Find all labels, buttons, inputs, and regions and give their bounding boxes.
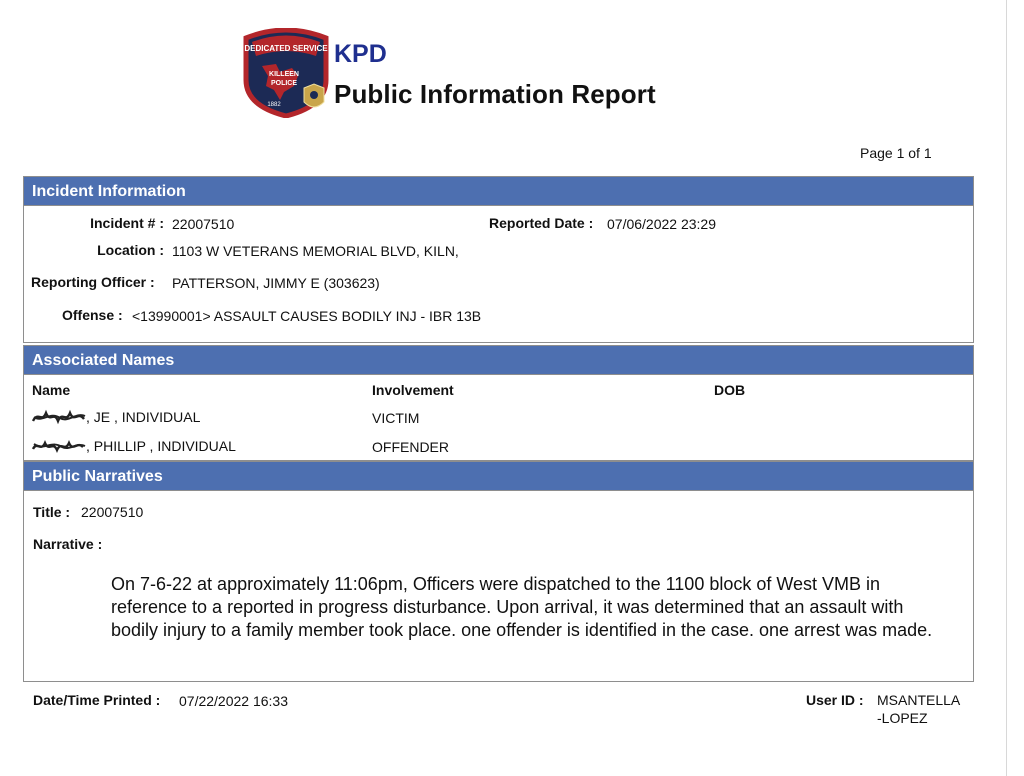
redaction-scribble-icon	[32, 409, 86, 425]
reporting-officer-label: Reporting Officer :	[31, 274, 155, 290]
narrative-text: On 7-6-22 at approximately 11:06pm, Officers were dispatched to the 1100 block of West VMB in reference to a reported in progress disturbance. Upon arrival, it was determined that an assault with bodily injury to a family member took place. one offender is identified in the case. one arrest was made.	[111, 574, 933, 640]
user-id-label: User ID :	[806, 692, 864, 708]
report-title: Public Information Report	[334, 79, 656, 109]
location-value: 1103 W VETERANS MEMORIAL BLVD, KILN,	[172, 243, 459, 259]
user-id-value-line1: MSANTELLA	[877, 692, 961, 708]
svg-text:DEDICATED SERVICE: DEDICATED SERVICE	[244, 44, 328, 53]
svg-text:POLICE: POLICE	[270, 80, 298, 87]
name-column-header: Name	[32, 382, 71, 398]
agency-name: KPD	[334, 40, 387, 68]
date-printed-value: 07/22/2022 16:33	[179, 693, 288, 709]
incident-section-header: Incident Information	[24, 177, 973, 206]
narrative-title-label: Title :	[33, 504, 71, 520]
dob-column-header: DOB	[714, 382, 746, 398]
table-row	[32, 409, 200, 425]
reported-date-value: 07/06/2022 23:29	[607, 216, 716, 232]
reporting-officer-value: PATTERSON, JIMMY E (303623)	[172, 275, 380, 291]
incident-number-label: Incident # :	[90, 215, 164, 231]
page-edge	[1006, 0, 1007, 776]
victim-involvement: VICTIM	[372, 410, 420, 426]
involvement-column-header: Involvement	[372, 382, 454, 398]
location-label: Location :	[97, 242, 164, 258]
svg-text:KILLEEN: KILLEEN	[269, 71, 299, 78]
offense-label: Offense :	[62, 307, 123, 323]
offender-involvement: OFFENDER	[372, 439, 449, 455]
narrative-title-value: 22007510	[81, 504, 144, 520]
date-printed-label: Date/Time Printed :	[33, 692, 161, 708]
public-narratives-section	[23, 461, 974, 682]
names-section-header: Associated Names	[24, 346, 973, 375]
reported-date-label: Reported Date :	[489, 215, 594, 231]
victim-name: , JE , INDIVIDUAL	[86, 409, 201, 425]
killeen-police-badge-logo	[240, 28, 332, 118]
incident-number-value: 22007510	[172, 216, 235, 232]
svg-text:1882: 1882	[267, 102, 281, 108]
offender-name: , PHILLIP , INDIVIDUAL	[86, 438, 236, 454]
redaction-scribble-icon	[32, 438, 86, 454]
page-number: Page 1 of 1	[860, 145, 932, 161]
table-row	[32, 438, 236, 454]
narrative-label: Narrative :	[33, 536, 103, 552]
offense-value: <13990001> ASSAULT CAUSES BODILY INJ - IBR 13B	[132, 308, 482, 324]
narratives-section-header: Public Narratives	[24, 462, 973, 491]
user-id-value-line2: -LOPEZ	[877, 710, 928, 726]
